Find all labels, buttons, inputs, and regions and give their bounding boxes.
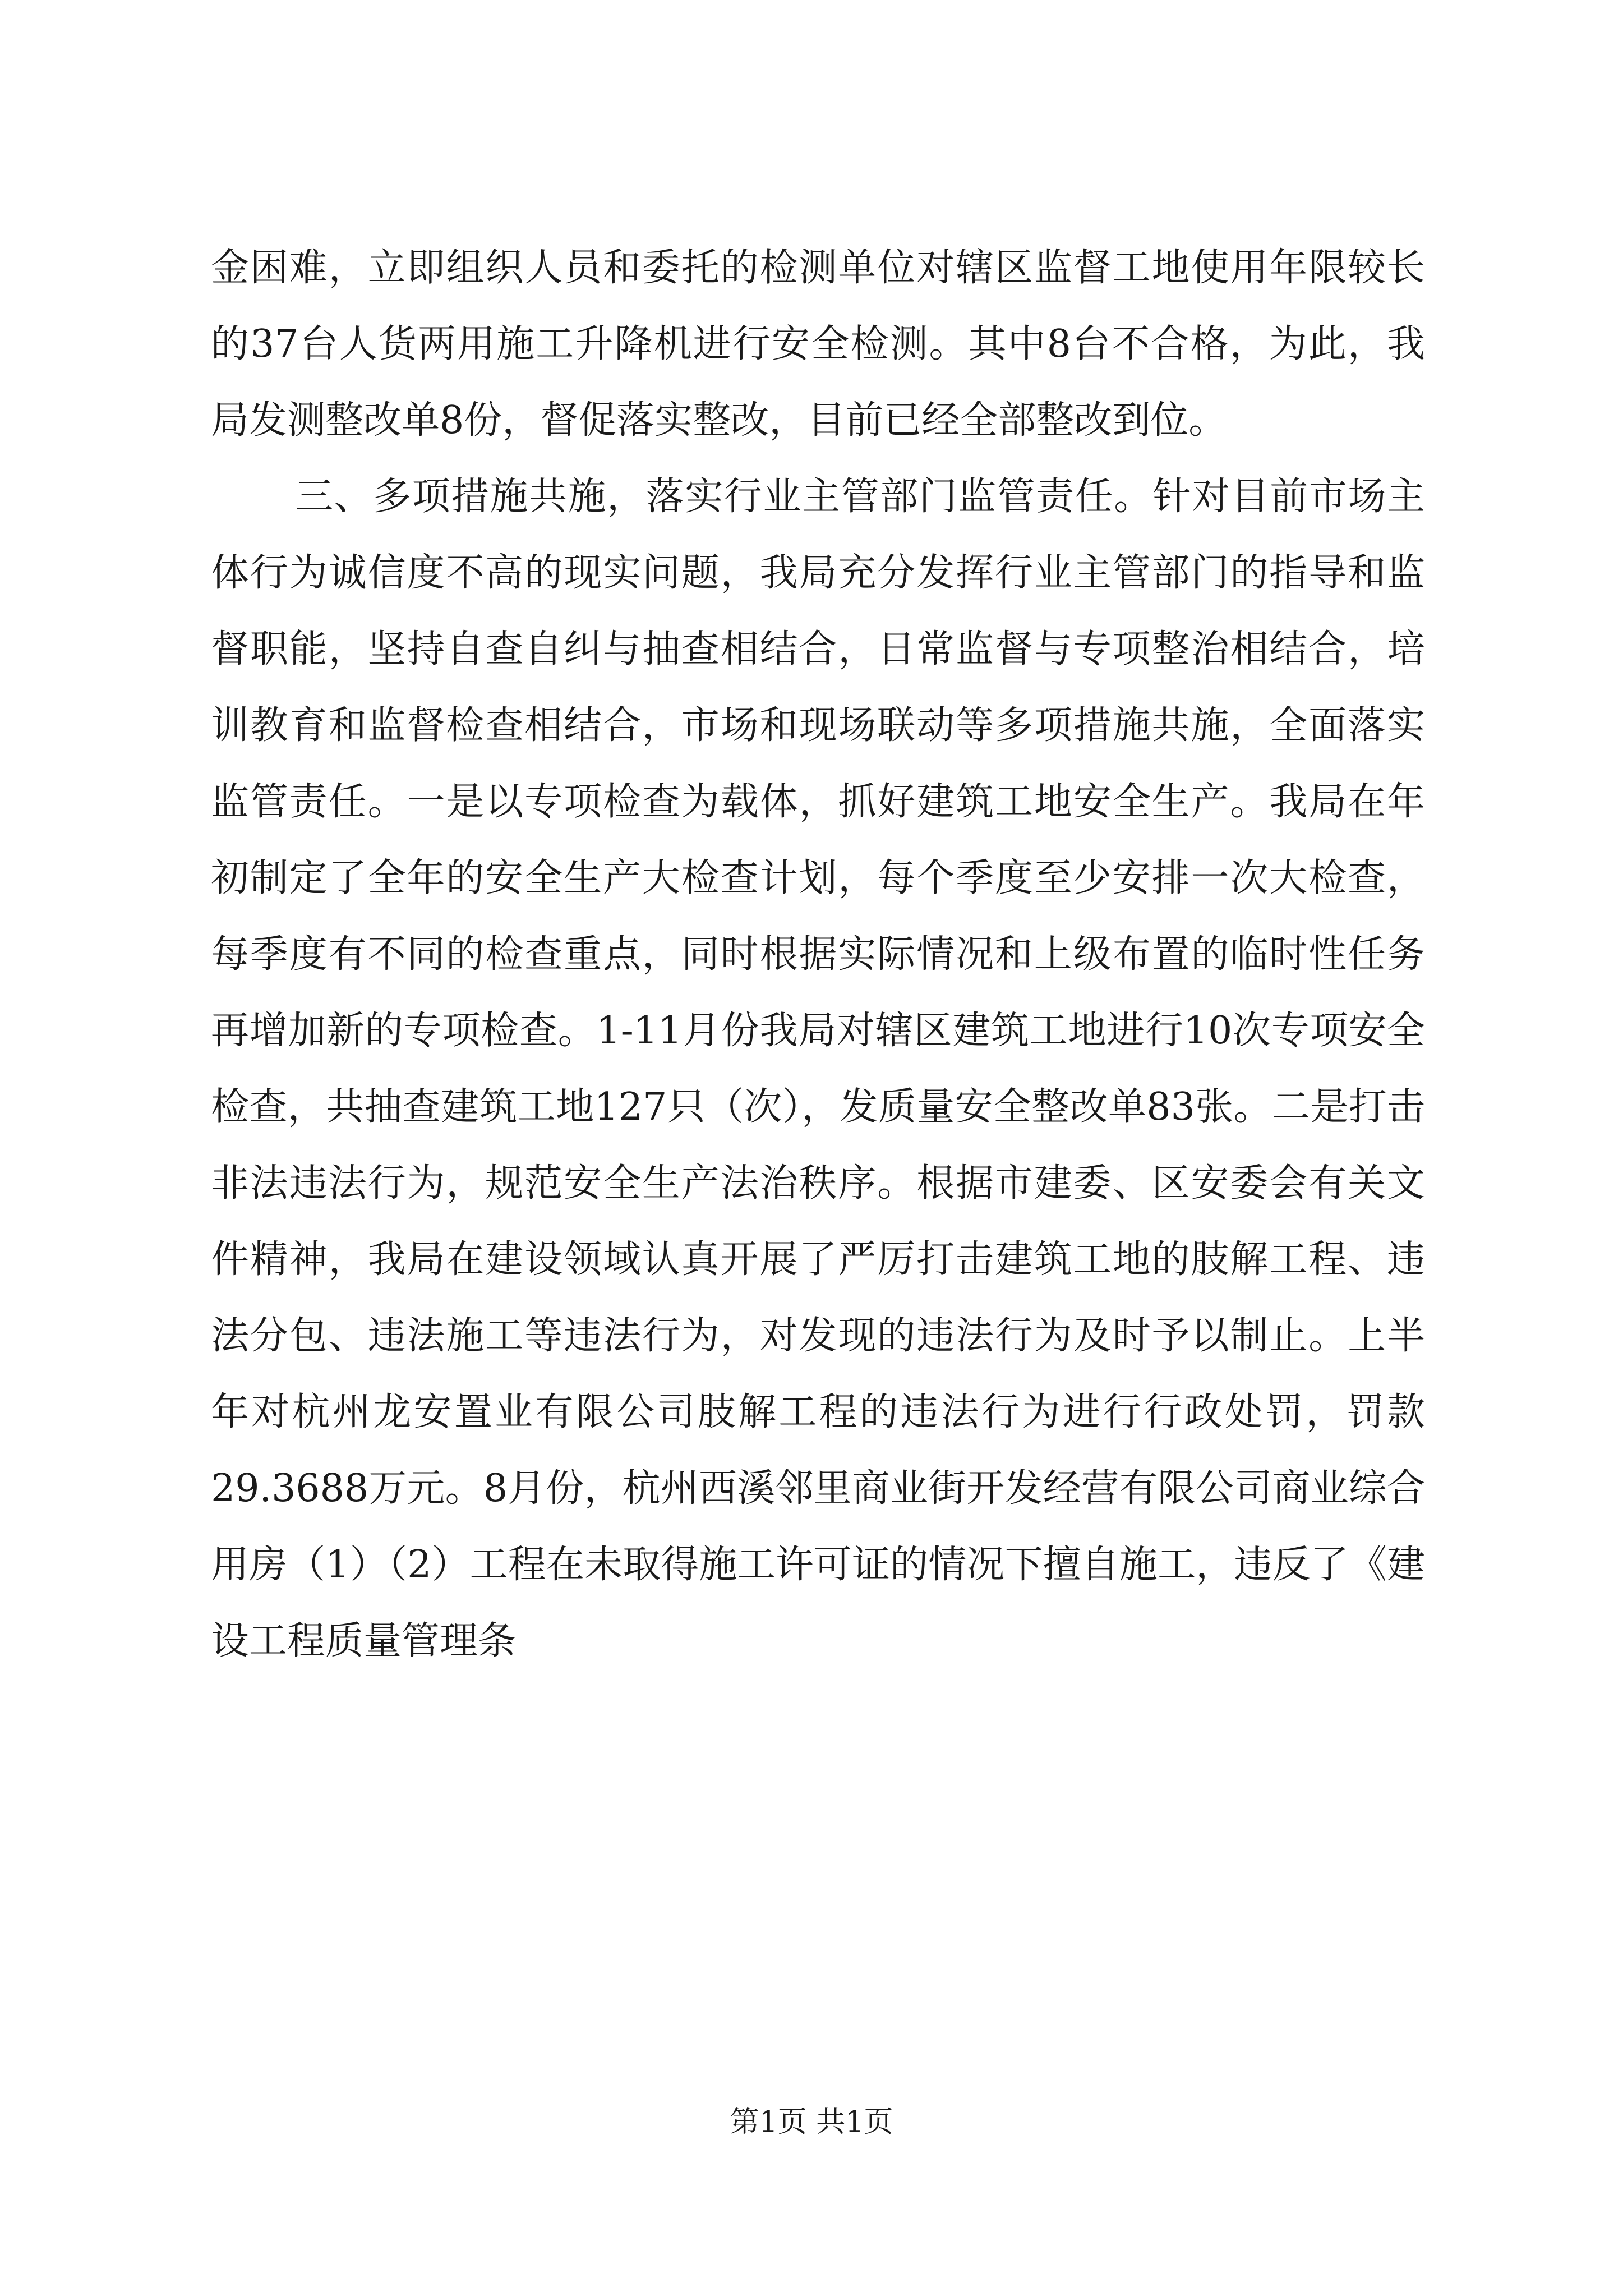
page-number-label: 第1页 共1页	[730, 2105, 893, 2139]
document-body	[211, 230, 1425, 1680]
paragraph-2: 三、多项措施共施，落实行业主管部门监管责任。针对目前市场主体行为诚信度不高的现实问题，我局充分发挥行业主管部门的指导和监督职能，坚持自查自纠与抽查相结合，日常监督与专项整治相结合，培训教育和监督检查相结合，市场和现场联动等多项措施共施，全面落实监管责任。一是以专项检查为载体，抓好建筑工地安全生产。我局在年初制定了全年的安全生产大检查计划，每个季度至少安排一次大检查，每季度有不同的检查重点，同时根据实际情况和上级布置的临时性任务再增加新的专项检查。1-11月份我局对辖区建筑工地进行10次专项安全检查，共抽查建筑工地127只（次），发质量安全整改单83张。二是打击非法违法行为，规范安全生产法治秩序。根据市建委、区安委会有关文件精神，我局在建设领域认真开展了严厉打击建筑工地的肢解工程、违法分包、违法施工等违法行为，对发现的违法行为及时予以制止。上半年对杭州龙安置业有限公司肢解工程的违法行为进行行政处罚，罚款29.3688万元。8月份，杭州西溪邻里商业街开发经营有限公司商业综合用房（1）（2）工程在未取得施工许可证的情况下擅自施工，违反了《建设工程质量管理条	[211, 475, 1425, 1663]
page-footer	[0, 2098, 1623, 2140]
paragraph-1: 金困难，立即组织人员和委托的检测单位对辖区监督工地使用年限较长的37台人货两用施工升降机进行安全检测。其中8台不合格，为此，我局发测整改单8份，督促落实整改，目前已经全部整改到位。	[211, 246, 1425, 443]
